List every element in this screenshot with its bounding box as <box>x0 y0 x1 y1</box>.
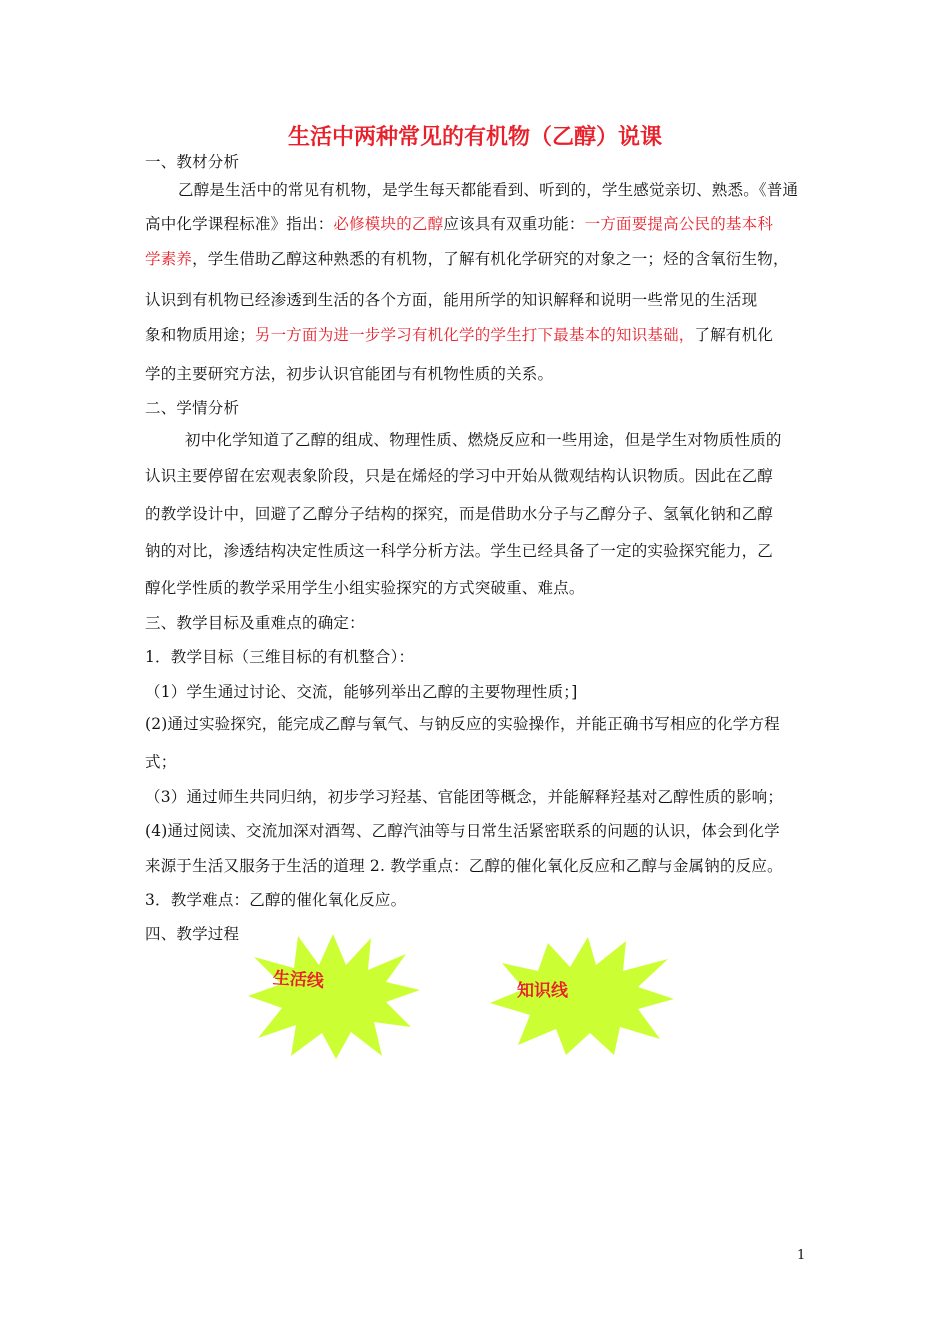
starburst-label-life: 生活线 <box>272 968 325 992</box>
starburst-label-knowledge: 知识线 <box>517 981 568 1001</box>
paragraph-line: （3）通过师生共同归纳，初步学习羟基、官能团等概念，并能解释羟基对乙醇性质的影响； <box>145 788 784 806</box>
section-heading: 四、教学过程 <box>145 925 240 943</box>
document-title: 生活中两种常见的有机物（乙醇）说课 <box>287 124 662 150</box>
highlight-text: 学素养 <box>145 250 193 268</box>
paragraph-line: 认识主要停留在宏观表象阶段，只是在烯烃的学习中开始从微观结构认识物质。因此在乙醇 <box>145 467 774 485</box>
paragraph-line: 醇化学性质的教学采用学生小组实验探究的方式突破重、难点。 <box>145 579 585 597</box>
paragraph-line: 式； <box>145 753 177 771</box>
section-heading: 一、教材分析 <box>145 153 240 171</box>
section-heading: 二、学情分析 <box>145 399 240 417</box>
paragraph-line: 初中化学知道了乙醇的组成、物理性质、燃烧反应和一些用途，但是学生对物质性质的 <box>185 431 782 449</box>
section-heading: 三、教学目标及重难点的确定： <box>145 614 365 632</box>
paragraph-line: 钠的对比，渗透结构决定性质这一科学分析方法。学生已经具备了一定的实验探究能力，乙 <box>145 542 774 560</box>
paragraph-line: （1）学生通过讨论、交流，能够列举出乙醇的主要物理性质；] <box>145 683 578 701</box>
paragraph-line: 学素养，学生借助乙醇这种熟悉的有机物，了解有机化学研究的对象之一；烃的含氧衍生物， <box>145 250 789 268</box>
highlight-text: 另一方面为进一步学习有机化学的学生打下最基本的知识基础， <box>254 326 695 344</box>
paragraph-line: 来源于生活又服务于生活的道理 2. 教学重点：乙醇的催化氧化反应和乙醇与金属钠的反应。 <box>145 857 783 875</box>
paragraph-line: 3．教学难点：乙醇的催化氧化反应。 <box>145 891 407 909</box>
paragraph-line: 1．教学目标（三维目标的有机整合）： <box>145 648 415 666</box>
paragraph-line: 乙醇是生活中的常见有机物，是学生每天都能看到、听到的，学生感觉亲切、熟悉。《普通 <box>178 181 799 199</box>
paragraph-line: 的教学设计中，回避了乙醇分子结构的探究，而是借助水分子与乙醇分子、氢氧化钠和乙醇 <box>145 505 774 523</box>
starburst-shape <box>246 932 421 1060</box>
paragraph-line: (4)通过阅读、交流加深对酒驾、乙醇汽油等与日常生活紧密联系的问题的认识，体会到化学 <box>145 822 780 840</box>
highlight-text: 必修模块的乙醇 <box>333 215 444 233</box>
paragraph-line: 高中化学课程标准》指出：必修模块的乙醇应该具有双重功能：一方面要提高公民的基本科 <box>145 215 774 233</box>
page-number: 1 <box>797 1248 806 1263</box>
paragraph-line: 象和物质用途；另一方面为进一步学习有机化学的学生打下最基本的知识基础，了解有机化 <box>145 326 774 344</box>
paragraph-line: 学的主要研究方法，初步认识官能团与有机物性质的关系。 <box>145 365 554 383</box>
paragraph-line: (2)通过实验探究，能完成乙醇与氧气、与钠反应的实验操作，并能正确书写相应的化学方程 <box>145 715 780 733</box>
highlight-text: 一方面要提高公民的基本科 <box>584 215 774 233</box>
paragraph-line: 认识到有机物已经渗透到生活的各个方面，能用所学的知识解释和说明一些常见的生活现 <box>145 291 758 309</box>
